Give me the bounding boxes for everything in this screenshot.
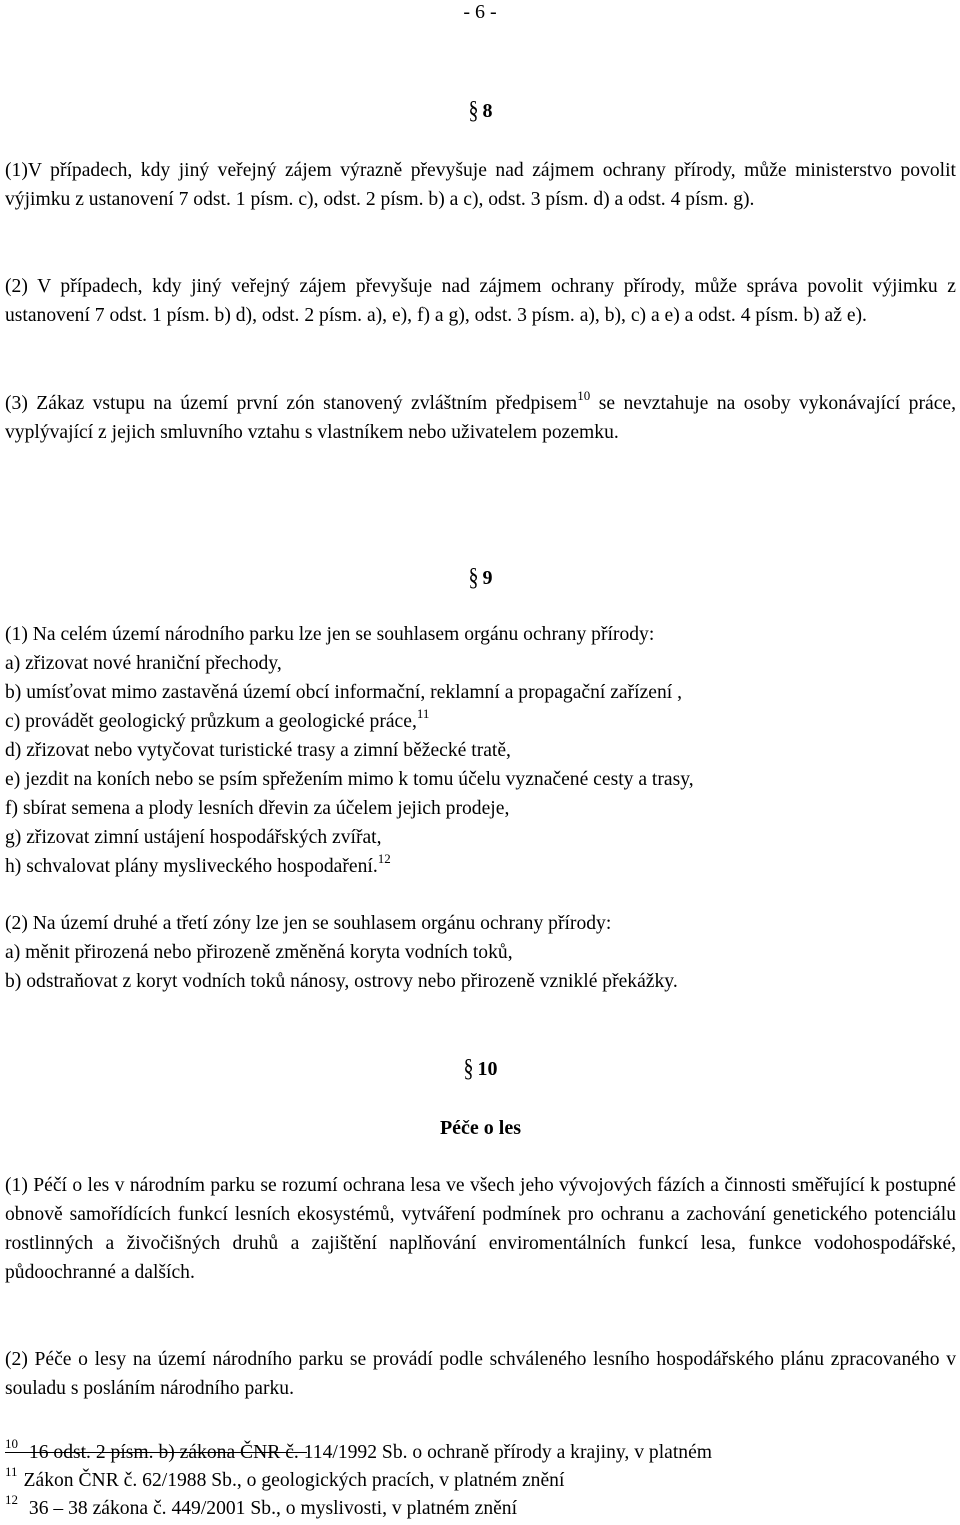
section-number: 9 [482,567,493,589]
section-10-heading [5,1056,956,1082]
footnote-number: 10 [5,1436,18,1451]
section-symbol: § [468,97,479,125]
footnote-ref-10: 10 [577,388,591,403]
list-item-text: c) provádět geologický průzkum a geologické práce, [5,711,417,732]
paragraph-text: (3) Zákaz vstupu na území první zón stanovený zvláštním předpisem [5,393,578,414]
section-10-paragraph-1: (1) Péčí o les v národním parku se rozumí ochrana lesa ve všech jeho vývojových fázích a činnosti směřující k postupné obnově samořídících funkcí lesních ekosystémů, vytváření podmínek pro ochranu a zachování genetického potenciálu rostlinných a živočišných druhů a zajištění naplňování enviromentálních funkcí lesa, funkce vodohospodářské, půdoochranné a dalších. [5,1175,956,1283]
footnote-10 [5,1436,956,1467]
list-item-text: h) schvalovat plány mysliveckého hospodaření. [5,856,378,877]
footnote-ref-11: 11 [416,706,430,721]
footnote-ref-12: 12 [377,851,391,866]
list-item: d) zřizovat nebo vytyčovat turistické trasy a zimní běžecké tratě, [5,740,511,761]
section-8-paragraph-2: (2) V případech, kdy jiný veřejný zájem převyšuje nad zájmem ochrany přírody, může správa povolit výjimku z ustanovení 7 odst. 1 písm. b) d), odst. 2 písm. a), e), f) a g), odst. 3 písm. a), b), c) a e) a odst. 4 písm. b) až e). [5,276,956,326]
footnote-number: 11 [5,1464,18,1479]
list-item: b) odstraňovat z koryt vodních toků nánosy, ostrovy nebo přirozeně vzniklé překážky. [5,971,678,992]
section-9-heading [5,565,956,591]
footnote-text: 16 odst. 2 písm. b) zákona ČNR č. 114/1992 Sb. o ochraně přírody a krajiny, v platném [24,1442,713,1463]
list-intro: (1) Na celém území národního parku lze jen se souhlasem orgánu ochrany přírody: [5,624,655,645]
footnote-11 [5,1464,956,1495]
list-item: f) sbírat semena a plody lesních dřevin za účelem jejich prodeje, [5,798,510,819]
footnote-text: Zákon ČNR č. 62/1988 Sb., o geologických pracích, v platném znění [23,1470,565,1491]
list-item: g) zřizovat zimní ustájení hospodářských zvířat, [5,827,382,848]
section-symbol: § [468,564,479,592]
page-number: - 6 - [463,1,497,23]
list-item [5,852,956,881]
list-intro: (2) Na území druhé a třetí zóny lze jen se souhlasem orgánu ochrany přírody: [5,913,612,934]
section-8-heading [5,98,956,124]
list-item: a) měnit přirozená nebo přirozeně změněná koryta vodních toků, [5,942,513,963]
list-item [5,707,956,736]
section-10-title: Péče o les [439,1117,522,1139]
section-number: 10 [477,1058,498,1080]
footnote-12 [5,1492,956,1523]
section-8-paragraph-3 [5,389,956,447]
paragraph-text: se nevztahuje na osoby vykonávající práce, vyplývající z jejich smluvního vztahu s vlastníkem nebo uživatelem pozemku. [5,393,956,443]
section-number: 8 [482,100,493,122]
section-9-paragraph-1 [5,620,956,881]
list-item: e) jezdit na koních nebo se psím spřežením mimo k tomu účelu vyznačené cesty a trasy, [5,769,694,790]
section-symbol: § [463,1055,474,1083]
section-8-paragraph-1: (1)V případech, kdy jiný veřejný zájem výrazně převyšuje nad zájmem ochrany přírody, může ministerstvo povolit výjimku z ustanovení 7 odst. 1 písm. c), odst. 2 písm. b) a c), odst. 3 písm. d) a odst. 4 písm. g). [5,160,956,210]
section-9-paragraph-2 [5,909,956,996]
section-10-paragraph-2: (2) Péče o lesy na území národního parku se provádí podle schváleného lesního hospodářského plánu zpracovaného v souladu s posláním národního parku. [5,1349,956,1399]
footnote-text: 36 – 38 zákona č. 449/2001 Sb., o myslivosti, v platném znění [24,1498,518,1519]
list-item: a) zřizovat nové hraniční přechody, [5,653,282,674]
list-item: b) umísťovat mimo zastavěná území obcí informační, reklamní a propagační zařízení , [5,682,683,703]
footnote-number: 12 [5,1492,18,1507]
